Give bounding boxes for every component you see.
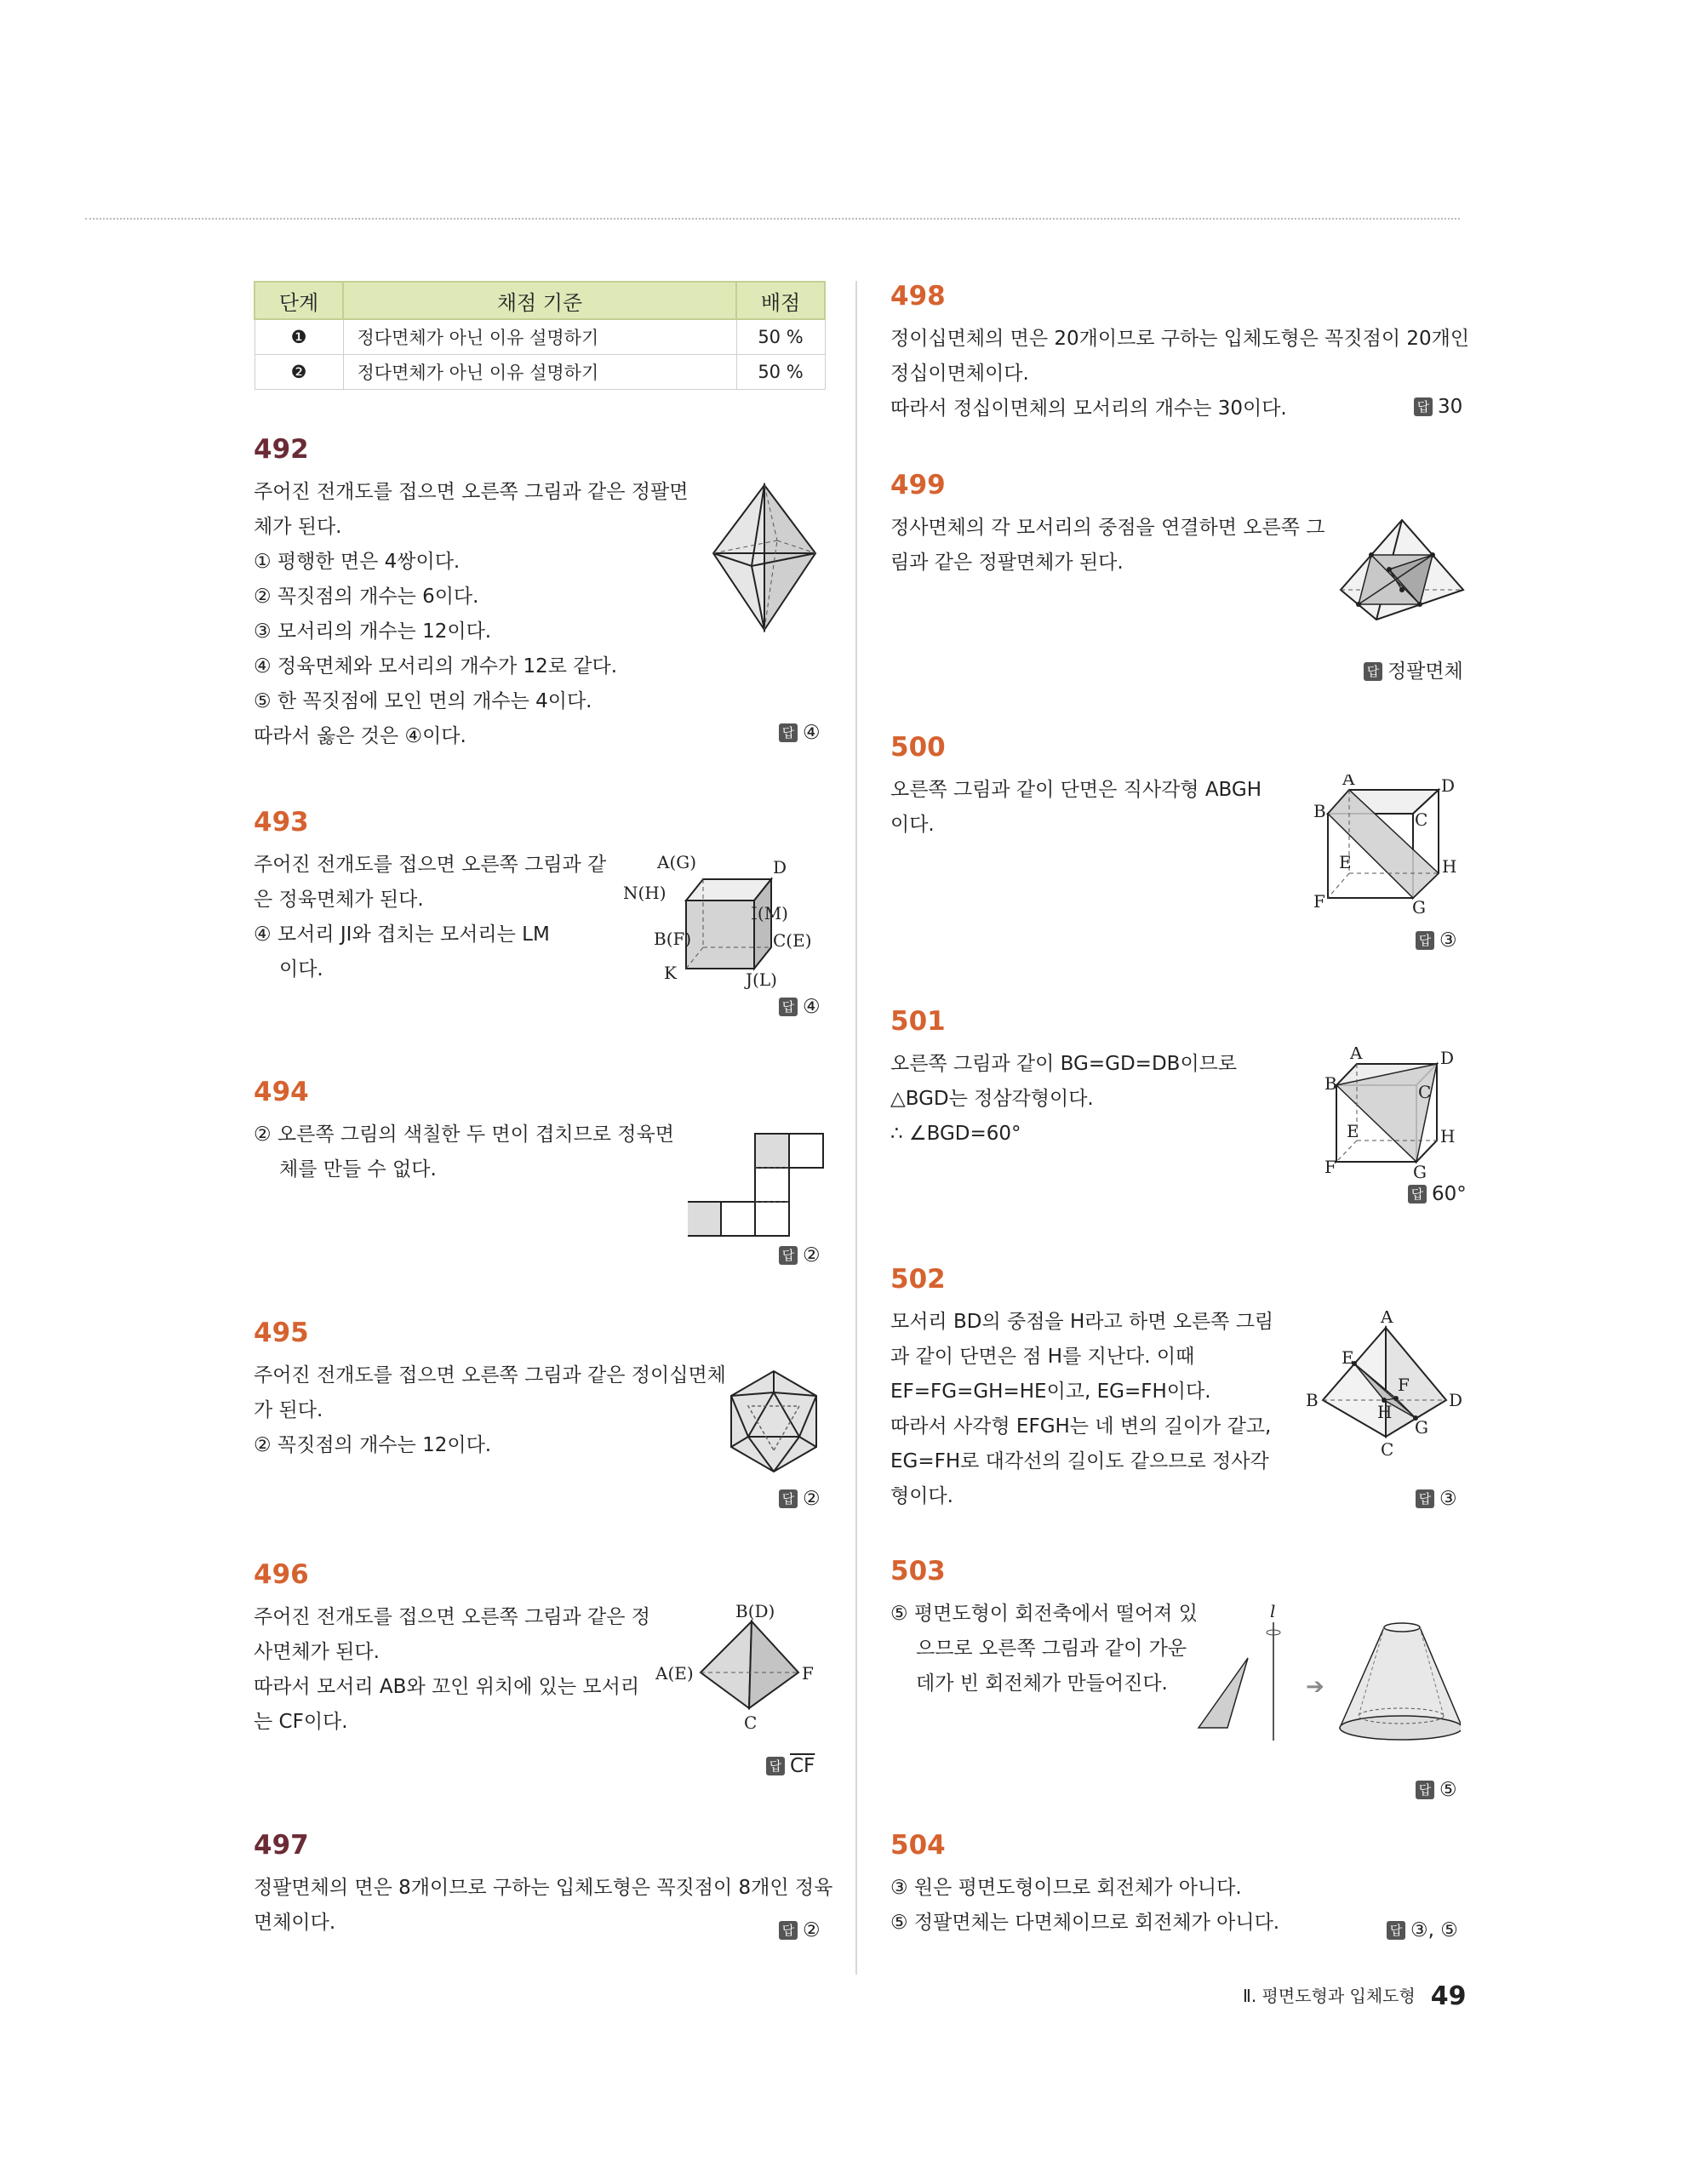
answer-499: [1364, 655, 1463, 683]
text-line: 따라서 정십이면체의 모서리의 개수는 30이다.: [890, 397, 1287, 420]
rotation-body-figure: [1197, 1600, 1461, 1748]
answer-501: [1408, 1183, 1467, 1205]
vertex-label: C: [1415, 809, 1428, 830]
answer-value: ②: [803, 1488, 821, 1510]
vertex-label: C: [744, 1712, 758, 1732]
text-line: 정이십면체의 면은 20개이므로 구하는 입체도형은 꼭짓점이 20개인: [890, 328, 1470, 350]
vertex-label: I(M): [751, 903, 788, 923]
vertex-label: B: [1324, 1073, 1337, 1094]
problem-496: [254, 1559, 650, 1740]
vertex-label: A: [1350, 1047, 1363, 1063]
text-line: 은 정육면체가 된다.: [254, 889, 424, 911]
cube-net-figure: [688, 1132, 828, 1242]
answer-value: ③, ⑤: [1410, 1919, 1458, 1941]
octahedron-figure: [709, 481, 820, 637]
table-cell: 정다면체가 아닌 이유 설명하기: [343, 319, 736, 355]
vertex-label: G: [1415, 1417, 1428, 1438]
text-line: 주어진 전개도를 접으면 오른쪽 그림과 같: [254, 854, 607, 876]
text-line: △BGD는 정삼각형이다.: [890, 1088, 1094, 1110]
answer-icon: 답: [779, 1489, 798, 1508]
problem-493: [254, 807, 606, 987]
text-line: 주어진 전개도를 접으면 오른쪽 그림과 같은 정팔면: [254, 481, 689, 503]
vertex-label: A(G): [657, 852, 697, 872]
arrow-icon: ➔: [1306, 1674, 1324, 1700]
problem-number: 495: [254, 1318, 309, 1348]
answer-icon: 답: [1416, 931, 1434, 950]
problem-number: 502: [890, 1264, 946, 1295]
vertex-label: K: [664, 963, 677, 983]
vertex-label: D: [773, 857, 787, 878]
answer-value: ③: [1439, 929, 1457, 952]
text-line: 림과 같은 정팔면체가 된다.: [890, 552, 1124, 574]
answer-value: ②: [803, 1919, 821, 1941]
answer-504: [1387, 1919, 1458, 1941]
problem-number: 492: [254, 434, 309, 465]
problem-497: [254, 1830, 832, 1941]
table-cell: 50 %: [736, 355, 825, 390]
problem-number: 496: [254, 1559, 309, 1590]
text-line: 모서리 BD의 중점을 H라고 하면 오른쪽 그림: [890, 1311, 1274, 1333]
answer-496: [766, 1755, 815, 1777]
problem-number: 501: [890, 1006, 946, 1037]
problem-501: [890, 1006, 1237, 1152]
cube-figure-500: [1313, 775, 1467, 923]
answer-icon: 답: [1416, 1781, 1434, 1799]
cube-figure-493: [618, 849, 822, 998]
scoring-table: [254, 281, 826, 390]
answer-icon: 답: [1408, 1185, 1427, 1203]
answer-icon: 답: [779, 1921, 798, 1940]
vertex-label: F: [1398, 1375, 1410, 1395]
answer-494: [779, 1244, 821, 1266]
text-line: 형이다.: [890, 1485, 953, 1507]
answer-value: 30: [1438, 396, 1463, 418]
vertex-label: B: [1313, 801, 1326, 821]
vertex-label: N(H): [623, 883, 667, 903]
text-line: ⑤ 한 꼭짓점에 모인 면의 개수는 4이다.: [254, 690, 592, 712]
answer-icon: 답: [1364, 662, 1382, 681]
vertex-label: D: [1440, 1048, 1455, 1068]
left-column: [254, 281, 833, 1941]
answer-502: [1416, 1488, 1457, 1510]
table-cell: 50 %: [736, 319, 825, 355]
problem-492: [254, 434, 688, 754]
text-line: 체가 된다.: [254, 516, 342, 538]
text-line: 는 CF이다.: [254, 1711, 348, 1733]
problem-number: 493: [254, 807, 309, 838]
text-line: 따라서 사각형 EFGH는 네 변의 길이가 같고,: [890, 1415, 1272, 1438]
text-line: 체를 만들 수 없다.: [279, 1158, 437, 1181]
text-line: 이다.: [890, 814, 935, 836]
page-footer: [1243, 1981, 1467, 2011]
text-line: ∴ ∠BGD=60°: [890, 1123, 1021, 1145]
vertex-label: H: [1440, 1126, 1456, 1146]
tetrahedron-octahedron-figure: [1338, 517, 1466, 627]
text-line: 정팔면체의 면은 8개이므로 구하는 입체도형은 꼭짓점이 8개인 정육: [254, 1877, 833, 1899]
text-line: ④ 정육면체와 모서리의 개수가 12로 같다.: [254, 655, 618, 677]
vertex-label: A: [1381, 1311, 1393, 1327]
problem-494: [254, 1077, 674, 1187]
problem-number: 494: [254, 1077, 309, 1107]
answer-493: [779, 996, 821, 1018]
text-line: 따라서 옳은 것은 ④이다.: [254, 725, 466, 747]
table-row: [255, 355, 825, 390]
answer-value: ⑤: [1439, 1779, 1457, 1801]
vertex-label: E: [1342, 1347, 1354, 1368]
text-line: 오른쪽 그림과 같이 BG=GD=DB이므로: [890, 1053, 1238, 1075]
tetrahedron-section-figure: [1306, 1311, 1467, 1463]
vertex-label: B(F): [654, 929, 692, 949]
problem-500: [890, 732, 1262, 843]
problem-number: 499: [890, 470, 946, 500]
text-line: 주어진 전개도를 접으면 오른쪽 그림과 같은 정이십면체: [254, 1364, 726, 1386]
vertex-label: H: [1442, 856, 1457, 877]
vertex-label: D: [1441, 775, 1456, 796]
problem-499: [890, 470, 1324, 580]
vertex-label: G: [1413, 1162, 1427, 1182]
text-line: 으므로 오른쪽 그림과 같이 가운: [916, 1638, 1187, 1660]
answer-value: 정팔면체: [1387, 660, 1463, 683]
text-line: 정십이면체이다.: [890, 363, 1029, 385]
problem-number: 500: [890, 732, 946, 763]
vertex-label: E: [1339, 852, 1352, 872]
text-line: ③ 모서리의 개수는 12이다.: [254, 620, 492, 643]
problem-504: [890, 1830, 1279, 1941]
answer-498: [1414, 396, 1462, 418]
problem-number: 504: [890, 1830, 946, 1861]
answer-icon: 답: [1414, 397, 1433, 416]
vertex-label: F: [1313, 891, 1325, 912]
problem-number: 503: [890, 1556, 946, 1587]
answer-icon: 답: [1416, 1489, 1434, 1508]
answer-value: 60°: [1432, 1183, 1467, 1205]
text-line: 이다.: [279, 958, 323, 981]
answer-icon: 답: [779, 1246, 798, 1265]
text-line: ③ 원은 평면도형이므로 회전체가 아니다.: [890, 1877, 1242, 1899]
vertex-label: E: [1347, 1121, 1359, 1141]
top-rule: [85, 218, 1460, 220]
section-title: Ⅱ. 평면도형과 입체도형: [1243, 1986, 1416, 2006]
text-line: ④ 모서리 JI와 겹치는 모서리는 LM: [254, 923, 550, 946]
text-line: EG=FH로 대각선의 길이도 같으므로 정사각: [890, 1450, 1269, 1472]
problem-495: [254, 1318, 726, 1463]
text-line: 사면체가 된다.: [254, 1641, 380, 1663]
answer-value: ④: [803, 996, 821, 1018]
text-line: ⑤ 정팔면체는 다면체이므로 회전체가 아니다.: [890, 1912, 1280, 1934]
vertex-label: C: [1418, 1082, 1432, 1102]
answer-497: [779, 1919, 821, 1941]
table-cell: ❶: [255, 319, 343, 355]
problem-503: [890, 1556, 1198, 1701]
table-header: 단계: [255, 282, 343, 319]
cube-figure-501: [1324, 1047, 1469, 1186]
text-line: 오른쪽 그림과 같이 단면은 직사각형 ABGH: [890, 779, 1262, 801]
text-line: ② 오른쪽 그림의 색칠한 두 면이 겹치므로 정육면: [254, 1123, 674, 1146]
column-divider: [855, 281, 857, 1975]
text-line: ⑤ 평면도형이 회전축에서 떨어져 있: [890, 1603, 1198, 1625]
table-header: 배점: [736, 282, 825, 319]
answer-495: [779, 1488, 821, 1510]
answer-icon: 답: [779, 723, 798, 742]
table-row: [255, 319, 825, 355]
text-line: EF=FG=GH=HE이고, EG=FH이다.: [890, 1381, 1211, 1403]
answer-icon: 답: [779, 998, 798, 1016]
text-line: 정사면체의 각 모서리의 중점을 연결하면 오른쪽 그: [890, 517, 1325, 539]
answer-500: [1416, 929, 1457, 952]
answer-492: [779, 722, 821, 744]
text-line: ② 꼭짓점의 개수는 12이다.: [254, 1434, 492, 1456]
icosahedron-figure: [726, 1369, 821, 1478]
vertex-label: D: [1449, 1390, 1463, 1410]
vertex-label: F: [802, 1663, 814, 1684]
answer-503: [1416, 1779, 1457, 1801]
problem-number: 498: [890, 281, 946, 312]
answer-value: ③: [1439, 1488, 1457, 1510]
vertex-label: F: [1324, 1157, 1336, 1177]
table-cell: ❷: [255, 355, 343, 390]
vertex-label: C: [1381, 1439, 1394, 1460]
answer-value: $\overline{CF}$: [790, 1755, 815, 1777]
table-header: 채점 기준: [343, 282, 736, 319]
text-line: ① 평행한 면은 4쌍이다.: [254, 551, 461, 573]
text-line: 과 같이 단면은 점 H를 지난다. 이때: [890, 1346, 1195, 1368]
problem-502: [890, 1264, 1273, 1514]
tetrahedron-figure-496: [654, 1604, 824, 1735]
text-line: 가 된다.: [254, 1399, 323, 1421]
text-line: 따라서 모서리 AB와 꼬인 위치에 있는 모서리: [254, 1676, 640, 1698]
answer-value: ②: [803, 1244, 821, 1266]
table-cell: 정다면체가 아닌 이유 설명하기: [343, 355, 736, 390]
problem-number: 497: [254, 1830, 309, 1861]
answer-icon: 답: [1387, 1921, 1405, 1940]
answer-icon: 답: [766, 1757, 785, 1775]
text-line: 주어진 전개도를 접으면 오른쪽 그림과 같은 정: [254, 1606, 651, 1628]
vertex-label: B(D): [735, 1604, 775, 1621]
vertex-label: B: [1306, 1390, 1319, 1410]
text-line: 데가 빈 회전체가 만들어진다.: [916, 1672, 1168, 1695]
vertex-label: A(E): [655, 1663, 694, 1684]
vertex-label: C(E): [773, 930, 812, 951]
vertex-label: J(L): [746, 969, 777, 990]
vertex-label: A: [1342, 775, 1355, 789]
text-line: 면체이다.: [254, 1912, 336, 1934]
page-number: 49: [1430, 1981, 1467, 2011]
axis-label: l: [1270, 1601, 1276, 1621]
text-line: ② 꼭짓점의 개수는 6이다.: [254, 586, 479, 608]
problem-498: [890, 281, 1469, 426]
answer-value: ④: [803, 722, 821, 744]
vertex-label: G: [1412, 897, 1426, 918]
vertex-label: H: [1377, 1402, 1393, 1422]
